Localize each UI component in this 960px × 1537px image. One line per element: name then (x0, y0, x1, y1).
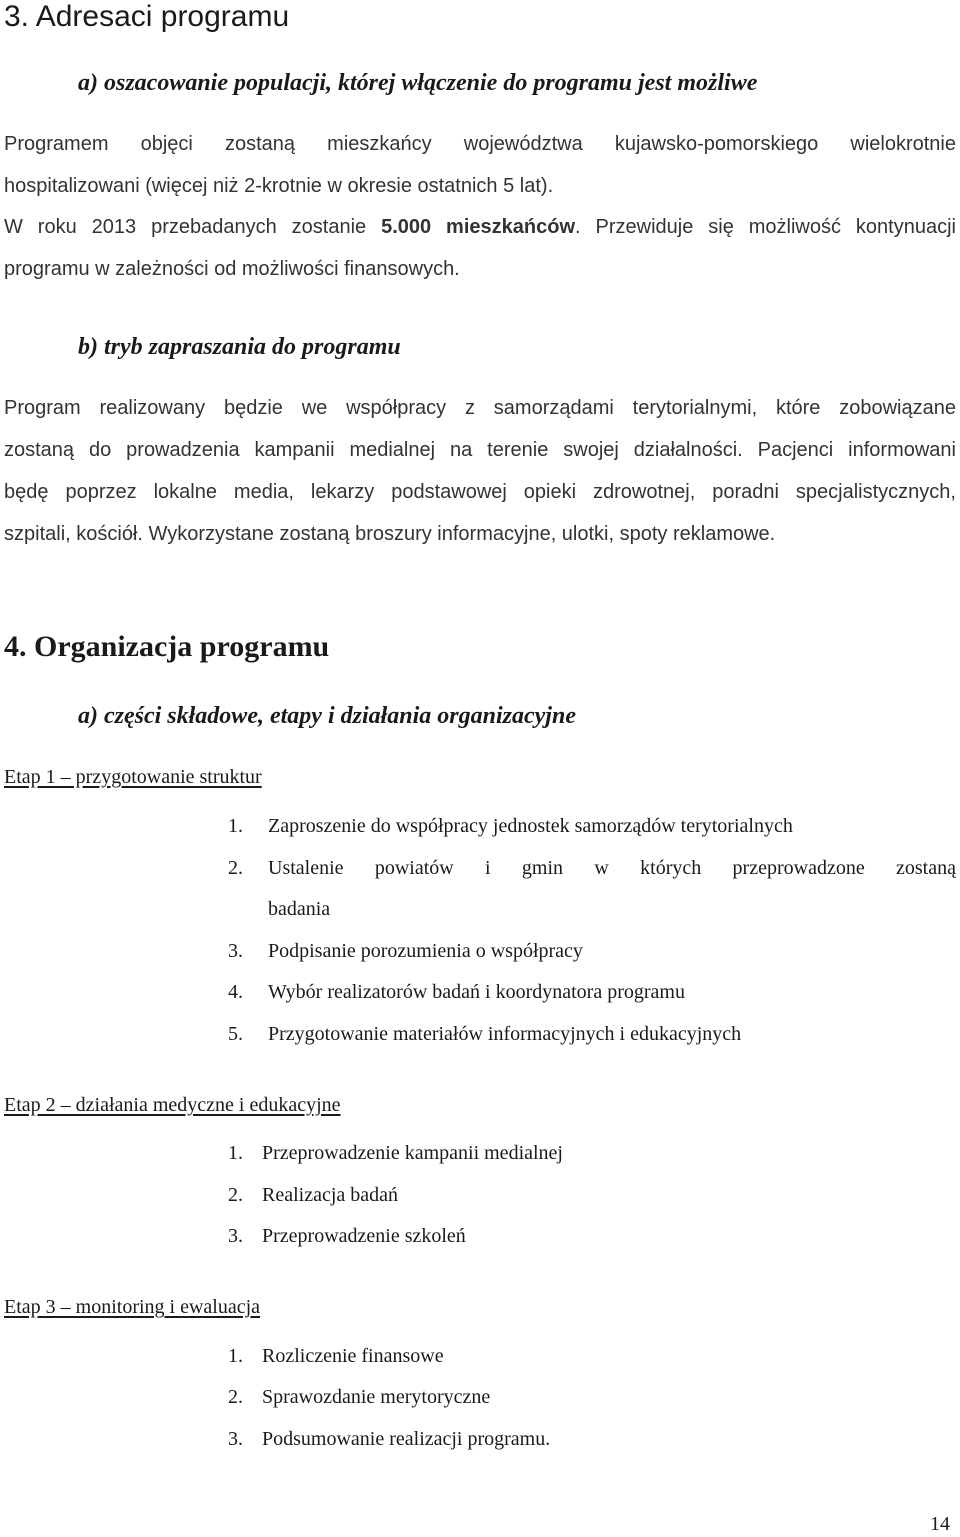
line-3-pre: W roku 2013 przebadanych zostanie (4, 216, 382, 238)
etap-1-title: Etap 1 – przygotowanie struktur (4, 766, 262, 788)
section-3a-line-3 (4, 216, 956, 239)
section-4-title: 4. Organizacja programu (4, 630, 330, 663)
section-4a-heading: a) części składowe, etapy i działania organizacyjne (78, 703, 576, 729)
etap-3-title: Etap 3 – monitoring i ewaluacja (4, 1296, 261, 1318)
section-3a-line-2: hospitalizowani (więcej niż 2-krotnie w okresie ostatnich 5 lat). (4, 175, 554, 197)
page-number: 14 (930, 1513, 950, 1535)
section-3b-line-1: Program realizowany będzie we współpracy z samorządami terytorialnymi, które zobowiązane (4, 397, 956, 419)
etap-1-item: 2. Ustalenie powiatów i gmin w których przeprowadzone zostaną (228, 857, 956, 879)
population-count: 5.000 mieszkańców (381, 216, 576, 238)
etap-1-item-continuation: badania (268, 898, 331, 920)
etap-2-item: 1. Przeprowadzenie kampanii medialnej (228, 1142, 563, 1164)
section-3b-heading: b) tryb zapraszania do programu (78, 334, 401, 360)
line-3-post: . Przewiduje się możliwość kontynuacji (575, 216, 956, 238)
section-3a-heading: a) oszacowanie populacji, której włączenie do programu jest możliwe (78, 70, 758, 96)
etap-1-item: 5. Przygotowanie materiałów informacyjnych i edukacyjnych (228, 1023, 742, 1045)
etap-2-title: Etap 2 – działania medyczne i edukacyjne (4, 1094, 341, 1116)
etap-3-item: 2. Sprawozdanie merytoryczne (228, 1386, 491, 1408)
etap-3-item: 1. Rozliczenie finansowe (228, 1345, 444, 1367)
section-3b-line-4: szpitali, kościół. Wykorzystane zostaną broszury informacyjne, ulotki, spoty reklamowe. (4, 523, 776, 545)
etap-1-item: 3. Podpisanie porozumienia o współpracy (228, 940, 583, 962)
etap-2-item: 2. Realizacja badań (228, 1184, 399, 1206)
etap-1-item: 1. Zaproszenie do współpracy jednostek samorządów terytorialnych (228, 815, 793, 837)
section-3b-line-3: będę poprzez lokalne media, lekarzy podstawowej opieki zdrowotnej, poradni specjalistycznych, (4, 481, 956, 503)
etap-2-item: 3. Przeprowadzenie szkoleń (228, 1225, 466, 1247)
section-3-title: 3. Adresaci programu (4, 0, 290, 33)
section-3a-line-4: programu w zależności od możliwości finansowych. (4, 258, 460, 280)
section-3a-line-1: Programem objęci zostaną mieszkańcy województwa kujawsko-pomorskiego wielokrotnie (4, 133, 956, 155)
etap-1-item: 4. Wybór realizatorów badań i koordynatora programu (228, 981, 685, 1003)
etap-3-item: 3. Podsumowanie realizacji programu. (228, 1428, 551, 1450)
section-3b-line-2: zostaną do prowadzenia kampanii medialnej na terenie swojej działalności. Pacjenci informowani (4, 439, 956, 461)
